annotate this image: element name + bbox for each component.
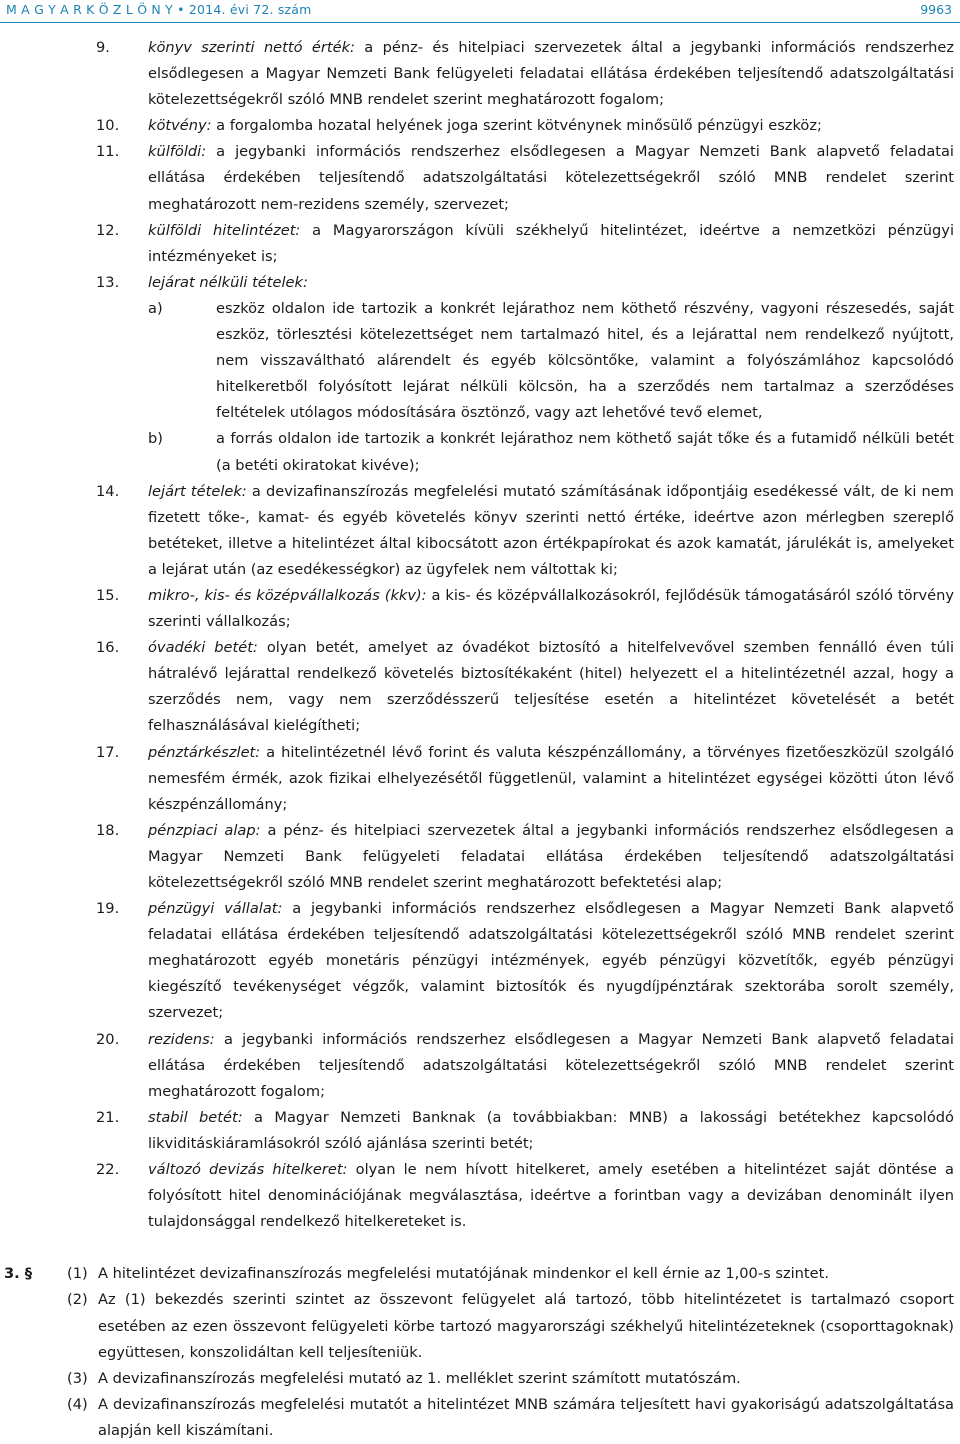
definition-text: a hitelintézetnél lévő forint és valuta készpénzállomány, a törvényes fizetőeszközül szolgáló nemesfém érmék, azok fizikai elhelyezésétől függetlenül, valamint a hitelintézet egységei közötti úton lévő készpénzállomány; — [148, 743, 954, 813]
item-number: 22. — [96, 1161, 120, 1179]
item-number: 20. — [96, 1030, 120, 1048]
definition-text: a jegybanki információs rendszerhez elsődlegesen a Magyar Nemzeti Bank alapvető feladatai ellátása érdekében teljesítendő adatszolgáltatási kötelezettségekről szóló MNB rendelet szerint meghatározott egyéb monetáris pénzügyi intézmények, egyéb pénzügyi közvetítők, egyéb pénzügyi kiegészítő tevékenységet végzők, valamint biztosítók és nyugdíjpénztárak szektorába sorolt személy, szervezet; — [148, 900, 954, 1022]
definition-item-22 — [0, 1157, 960, 1235]
paragraph-text: Az (1) bekezdés szerinti szintet az összevont felügyelet alá tartozó, több hitelintézetet is tartalmazó csoport esetében az ezen összevont felügyeleti körbe tartozó magyarországi székhelyű hitelintézeteknek (csoporttagoknak) együttesen, konszolidáltan kell teljesíteniük. — [98, 1291, 954, 1361]
subitem-text: a forrás oldalon ide tartozik a konkrét lejárathoz nem köthető saját tőke és a futamidő nélküli betét (a betéti okiratokat kivéve); — [216, 430, 954, 474]
item-number: 19. — [96, 900, 120, 918]
definition-item-13 — [0, 270, 960, 479]
item-number: 15. — [96, 586, 120, 604]
item-text — [148, 635, 954, 739]
definition-text: olyan betét, amelyet az óvadékot biztosító a hitelfelvevővel szemben fennálló éven túli hátralévő lejárattal rendelkező követelés biztosítékaként (hitel) helyezett el a hitelintézetnél azzal, hogy a szerződés nem, vagy nem szerződésszerű teljesítése esetén a hitelintézet követelését a betét felhasználásával kielégítheti; — [148, 639, 954, 735]
paragraph-text: A devizafinanszírozás megfelelési mutatót a hitelintézet MNB számára teljesített havi gyakoriságú adatszolgáltatása alapján kell kiszámítani. — [98, 1395, 954, 1439]
item-text — [148, 1157, 954, 1235]
definition-item-9 — [0, 35, 960, 113]
definition-text: a kis- és középvállalkozásokról, fejlődésük támogatásáról szóló törvény szerinti vállalkozás; — [148, 586, 955, 631]
defined-term: lejárat nélküli tételek: — [148, 273, 308, 291]
definition-item-16 — [0, 635, 960, 739]
definition-text: a jegybanki információs rendszerhez elsődlegesen a Magyar Nemzeti Bank alapvető feladatai ellátása érdekében teljesítendő adatszolgáltatási kötelezettségekről szóló MNB rendelet szerint meghatározott fogalom; — [148, 1030, 954, 1100]
page-number: 9963 — [920, 2, 952, 17]
defined-term: rezidens: — [148, 1030, 215, 1048]
item-text — [148, 1105, 954, 1157]
defined-term: lejárt tételek: — [148, 482, 247, 500]
paragraph-number: (3) — [67, 1369, 88, 1387]
defined-term: kötvény: — [148, 117, 212, 135]
item-text — [148, 139, 954, 217]
item-number: 13. — [96, 273, 120, 291]
definition-text: a pénz- és hitelpiaci szervezetek által a jegybanki információs rendszerhez elsődlegesen a Magyar Nemzeti Bank felügyeleti feladatai ellátása érdekében teljesítendő adatszolgáltatási kötelezettségekről szóló MNB rendelet szerint meghatározott fogalom; — [148, 39, 954, 109]
item-text — [148, 35, 954, 113]
section-3 — [0, 1261, 960, 1444]
document-body — [0, 35, 960, 1444]
paragraph-1 — [0, 1261, 960, 1287]
subitem-text: eszköz oldalon ide tartozik a konkrét lejárathoz nem köthető részvény, vagyoni részesedés, saját eszköz, törlesztési kötelezettséget nem tartalmazó hitel, és a lejárattal nem rendelkező nyújtott, nem visszaváltható alárendelt és egyéb kölcsöntőke, valamint a folyószámlához kapcsolódó hitelkeretből folyósított lejárat nélküli kölcsön, ha a szerződés nem tartalmaz a szerződéses feltételek utólagos módosítására ösztönző, vagy azt lehetővé tevő elemet, — [216, 299, 954, 422]
definition-item-11 — [0, 139, 960, 217]
definition-item-14 — [0, 479, 960, 583]
definition-item-21 — [0, 1105, 960, 1157]
subitem-label: b) — [148, 430, 163, 448]
item-number: 17. — [96, 743, 120, 761]
item-number: 9. — [96, 39, 110, 56]
defined-term: pénzügyi vállalat: — [148, 900, 283, 918]
definition-item-15 — [0, 583, 960, 635]
item-text — [148, 818, 954, 896]
item-text — [148, 479, 954, 583]
item-text — [148, 740, 954, 818]
item-number: 14. — [96, 482, 120, 500]
defined-term: pénztárkészlet: — [148, 743, 261, 761]
journal-title: M A G Y A R K Ö Z L Ö N Y • 2014. évi 72. szám — [6, 2, 312, 17]
item-text — [148, 113, 954, 139]
definition-text: a pénz- és hitelpiaci szervezetek által a jegybanki információs rendszerhez elsődlegesen a Magyar Nemzeti Bank felügyeleti feladatai ellátása érdekében teljesítendő adatszolgáltatási kötelezettségekről szóló MNB rendelet szerint meghatározott befektetési alap; — [148, 821, 954, 891]
paragraph-4 — [0, 1392, 960, 1444]
item-text — [148, 270, 954, 296]
defined-term: óvadéki betét: — [148, 639, 258, 657]
item-number: 12. — [96, 221, 120, 239]
definition-text: a devizafinanszírozás megfelelési mutató számításának időpontjáig esedékessé vált, de ki nem fizetett tőke-, kamat- és egyéb követelés könyv szerinti nettó értéke, ideértve azon mérlegben szereplő betéteket, illetve a hitelintézet által kibocsátott azon értékpapírokat és azok kamatát, járulékát is, amelyeket a lejárat után (az esedékességkor) az ügyfelek nem váltottak ki; — [148, 482, 955, 578]
page-header — [0, 0, 960, 22]
header-divider — [0, 22, 960, 23]
item-number: 21. — [96, 1108, 120, 1126]
item-number: 10. — [96, 117, 120, 135]
defined-term: külföldi: — [148, 143, 207, 161]
item-text — [148, 1027, 954, 1105]
subitem-a — [0, 296, 960, 426]
item-number: 16. — [96, 639, 120, 657]
item-number: 18. — [96, 821, 120, 839]
definition-text: a Magyar Nemzeti Banknak (a továbbiakban: MNB) a lakossági betétekhez kapcsolódó likviditáskiáramlásokról szóló ajánlása szerinti betét; — [148, 1108, 954, 1152]
item-number: 11. — [96, 143, 120, 161]
item-text — [148, 583, 954, 635]
definition-item-19 — [0, 896, 960, 1026]
subitem-label: a) — [148, 299, 163, 317]
definition-item-17 — [0, 740, 960, 818]
definition-text: olyan le nem hívott hitelkeret, amely esetében a hitelintézet saját döntése a folyósított hitel denominációjának megválasztása, ideértve a forintban vagy a devizában denominált ilyen tulajdonsággal rendelkező hitelkereteket is. — [148, 1161, 954, 1231]
item-text — [148, 218, 954, 270]
definition-text: a forgalomba hozatal helyének joga szerint kötvénynek minősülő pénzügyi eszköz; — [211, 117, 822, 135]
definition-item-18 — [0, 818, 960, 896]
definition-item-10 — [0, 113, 960, 139]
definition-text: a Magyarországon kívüli székhelyű hitelintézet, ideértve a nemzetközi pénzügyi intézményeket is; — [148, 221, 954, 265]
paragraph-3 — [0, 1366, 960, 1392]
paragraph-number: (4) — [67, 1395, 88, 1413]
defined-term: változó devizás hitelkeret: — [148, 1161, 348, 1179]
paragraph-text: A devizafinanszírozás megfelelési mutató az 1. melléklet szerint számított mutatószám. — [98, 1369, 741, 1387]
item-text — [148, 896, 954, 1026]
defined-term: külföldi hitelintézet: — [148, 221, 301, 239]
paragraph-text: A hitelintézet devizafinanszírozás megfelelési mutatójának mindenkor el kell érnie az 1,00-s szintet. — [98, 1265, 829, 1283]
paragraph-number: (1) — [67, 1265, 88, 1283]
defined-term: pénzpiaci alap: — [148, 821, 261, 839]
section-label: 3. § — [4, 1265, 33, 1283]
defined-term: könyv szerinti nettó érték: — [148, 39, 355, 56]
definition-item-20 — [0, 1027, 960, 1105]
defined-term: mikro-, kis- és középvállalkozás (kkv): — [148, 586, 427, 604]
definition-text: a jegybanki információs rendszerhez elsődlegesen a Magyar Nemzeti Bank alapvető feladatai ellátása érdekében teljesítendő adatszolgáltatási kötelezettségekről szóló MNB rendelet szerint meghatározott nem-rezidens személy, szervezet; — [148, 143, 954, 213]
paragraph-2 — [0, 1287, 960, 1365]
defined-term: stabil betét: — [148, 1108, 243, 1126]
subitem-b — [0, 426, 960, 478]
paragraph-number: (2) — [67, 1291, 88, 1309]
definition-item-12 — [0, 218, 960, 270]
